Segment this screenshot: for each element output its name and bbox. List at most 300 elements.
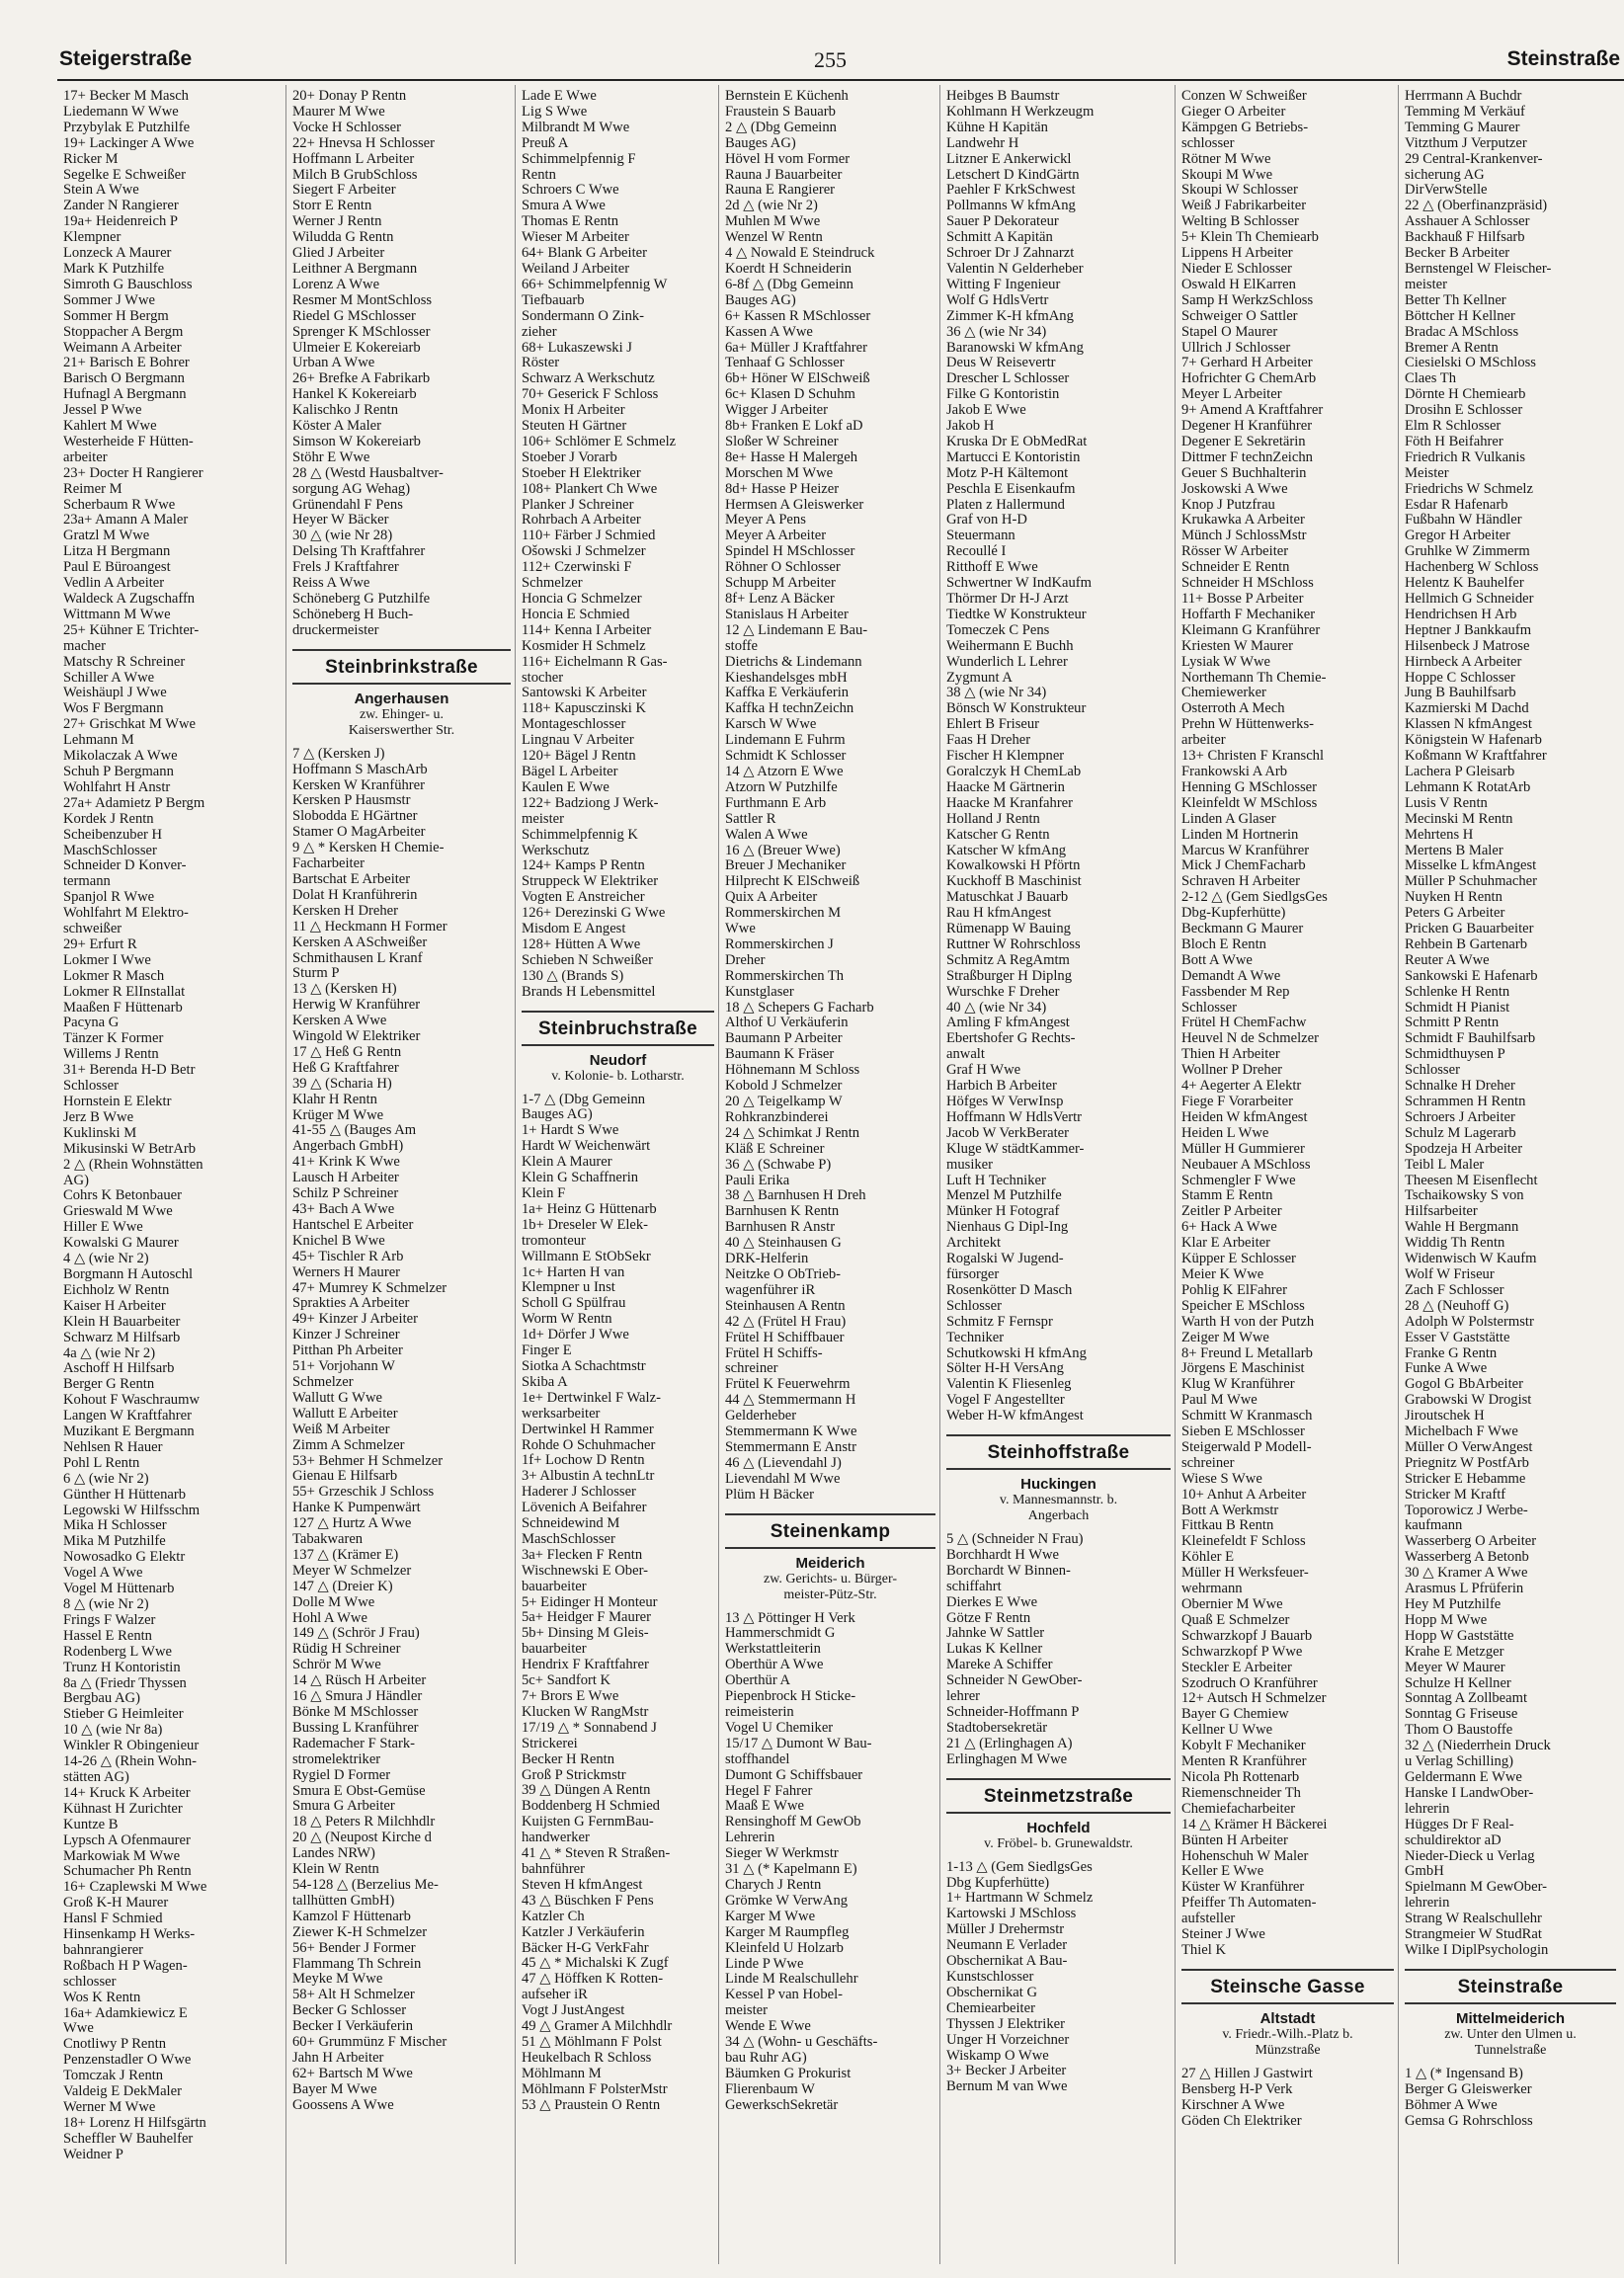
directory-entry: 13 △ Pöttinger H Verk <box>725 1610 855 1626</box>
directory-entry: Schiller A Wwe <box>63 670 155 686</box>
directory-entry: Langen W Kraftfahrer <box>63 1409 192 1424</box>
directory-entry: Steuten H Gärtner <box>522 419 627 435</box>
directory-entry: Piepenbrock H Sticke- <box>725 1689 856 1705</box>
district-name: Mittelmeiderich <box>1455 2009 1566 2027</box>
directory-entry: Schlosser <box>1405 1063 1460 1079</box>
directory-entry: Köhler E <box>1181 1550 1235 1566</box>
directory-entry: 5a+ Heidger F Maurer <box>522 1610 652 1626</box>
directory-entry: Schmitz F Fernspr <box>946 1314 1053 1330</box>
directory-entry: 124+ Kamps P Rentn <box>522 858 645 874</box>
directory-entry: 54-128 △ (Berzelius Me- <box>292 1877 439 1893</box>
directory-entry: Rogalski W Jugend- <box>946 1252 1064 1267</box>
directory-entry: Hufnagl A Bergmann <box>63 387 187 403</box>
directory-entry: Hoppe C Schlosser <box>1405 670 1515 686</box>
directory-entry: Obschernikat A Bau- <box>946 1954 1068 1970</box>
directory-entry: Weiß M Arbeiter <box>292 1422 390 1437</box>
header-right-street: Steinstraße <box>1506 47 1620 70</box>
directory-entry: Simroth G Bauschloss <box>63 277 193 292</box>
directory-entry: Hegel F Fahrer <box>725 1783 813 1799</box>
directory-entry: reimeisterin <box>725 1705 794 1720</box>
directory-entry: Kuckhoff B Maschinist <box>946 874 1082 890</box>
directory-entry: Recoullé I <box>946 544 1007 560</box>
directory-entry: Schmengler F Wwe <box>1181 1173 1296 1188</box>
directory-entry: 16a+ Adamkiewicz E <box>63 2005 188 2021</box>
directory-entry: 14 △ Rüsch H Arbeiter <box>292 1673 427 1689</box>
directory-entry: Motz P-H Kältemont <box>946 465 1069 481</box>
directory-entry: 2 △ (Rhein Wohnstätten <box>63 1157 203 1173</box>
directory-entry: Milbrandt M Wwe <box>522 120 630 135</box>
directory-entry: Thörmer Dr H-J Arzt <box>946 592 1069 607</box>
directory-entry: Schmidthuysen P <box>1405 1047 1505 1063</box>
directory-entry: Mikolaczak A Wwe <box>63 749 178 765</box>
directory-entry: Sattler R <box>725 811 776 827</box>
directory-entry: Stadtobersekretär <box>946 1720 1048 1736</box>
directory-entry: 12+ Autsch H Schmelzer <box>1181 1691 1327 1707</box>
directory-entry: Dbg Kupferhütte) <box>946 1875 1050 1891</box>
directory-entry: 1-7 △ (Dbg Gemeinn <box>522 1092 646 1107</box>
directory-entry: Wahle H Bergmann <box>1405 1220 1519 1236</box>
directory-entry: Widdig Th Rentn <box>1405 1236 1505 1252</box>
directory-entry: Weber H-W kfmAngest <box>946 1409 1084 1424</box>
directory-entry: Ošowski J Schmelzer <box>522 544 646 560</box>
directory-entry: Schulz M Lagerarb <box>1405 1125 1516 1141</box>
directory-entry: Kosmider H Schmelz <box>522 638 646 654</box>
directory-entry: Sieben E MSchlosser <box>1181 1424 1305 1440</box>
directory-entry: Althof U Verkäuferin <box>725 1016 849 1031</box>
directory-entry: Hornstein E Elektr <box>63 1095 172 1109</box>
directory-entry: MaschSchlosser <box>63 843 157 858</box>
directory-entry: Friedrichs W Schmelz <box>1405 481 1533 497</box>
directory-entry: Sprenger K MSchlosser <box>292 324 431 340</box>
directory-entry: Kessel P van Hobel- <box>725 1988 844 2003</box>
district-name: Huckingen <box>1020 1476 1096 1494</box>
directory-entry: Willmann E StObSekr <box>522 1249 651 1264</box>
directory-entry: Mecinski M Rentn <box>1405 811 1513 827</box>
directory-entry: Urban A Wwe <box>292 356 375 371</box>
directory-entry: arbeiter <box>1181 733 1226 749</box>
directory-entry: 18 △ Schepers G Facharb <box>725 1000 874 1016</box>
directory-entry: druckermeister <box>292 622 379 638</box>
directory-entry: Hammerschmidt G <box>725 1626 836 1642</box>
directory-entry: Stamm E Rentn <box>1181 1188 1273 1204</box>
directory-entry: Scholl G Spülfrau <box>522 1296 626 1312</box>
directory-entry: 39 △ (Scharia H) <box>292 1076 392 1092</box>
directory-entry: Hohenschuh W Maler <box>1181 1848 1309 1864</box>
directory-entry: Matschy R Schreiner <box>63 654 186 670</box>
directory-entry: Honcia E Schmied <box>522 607 630 622</box>
directory-entry: Göden Ch Elektriker <box>1181 2113 1302 2129</box>
directory-entry: Neitzke O ObTrieb- <box>725 1266 841 1282</box>
directory-entry: 55+ Grzeschik J Schloss <box>292 1485 435 1501</box>
header-left-street: Steigerstraße <box>59 47 193 70</box>
directory-entry: schweißer <box>63 922 122 937</box>
directory-entry: 49+ Kinzer J Arbeiter <box>292 1312 418 1328</box>
directory-entry: Maaßen F Hüttenarb <box>63 1000 183 1016</box>
directory-entry: Dolle M Wwe <box>292 1594 375 1610</box>
directory-entry: Steckler E Arbeiter <box>1181 1660 1292 1675</box>
directory-entry: Neumann E Verlader <box>946 1938 1068 1954</box>
directory-entry: u Verlag Schilling) <box>1405 1754 1513 1770</box>
directory-entry: 39 △ Düngen A Rentn <box>522 1783 651 1799</box>
directory-entry: Scheffler W Bauhelfer <box>63 2131 194 2147</box>
directory-entry: aufseher iR <box>522 1988 588 2003</box>
directory-entry: 44 △ Stemmermann H <box>725 1393 856 1409</box>
column-6 <box>1176 85 1399 2264</box>
directory-entry: wehrmann <box>1181 1582 1243 1597</box>
directory-entry: Schneider-Hoffmann P <box>946 1705 1080 1720</box>
district-range <box>1405 2027 1616 2059</box>
directory-entry: 49 △ Gramer A Milchhdlr <box>522 2019 673 2035</box>
directory-entry: Rohde O Schuhmacher <box>522 1437 656 1453</box>
directory-entry: 8d+ Hasse P Heizer <box>725 481 840 497</box>
directory-entry: Jörgens E Maschinist <box>1181 1361 1305 1377</box>
directory-entry: Schwertner W IndKaufm <box>946 576 1092 592</box>
directory-entry: Techniker <box>946 1330 1005 1345</box>
directory-entry: Deus W Reisevertr <box>946 356 1056 371</box>
directory-entry: lehrerin <box>1405 1801 1450 1817</box>
directory-entry: Nicola Ph Rottenarb <box>1181 1769 1300 1785</box>
directory-entry: Mareke A Schiffer <box>946 1658 1053 1673</box>
directory-entry: Schneider H MSchloss <box>1181 576 1314 592</box>
directory-entry: Hendrichsen H Arb <box>1405 607 1517 622</box>
directory-entry: Oberthür A Wwe <box>725 1658 824 1673</box>
directory-entry: Schlosser <box>63 1079 119 1095</box>
directory-entry: Wigger J Arbeiter <box>725 403 828 419</box>
directory-entry: 6b+ Höner W ElSchweiß <box>725 371 870 387</box>
directory-entry: Pauli Erika <box>725 1173 790 1188</box>
directory-entry: Prehn W Hüttenwerks- <box>1181 717 1315 733</box>
directory-entry: Berger G Gleiswerker <box>1405 2081 1532 2097</box>
directory-entry: 5+ Klein Th Chemiearb <box>1181 230 1319 246</box>
directory-entry: Storr E Rentn <box>292 199 372 214</box>
directory-entry: 51 △ Möhlmann F Polst <box>522 2034 662 2050</box>
directory-entry: Ulmeier E Kokereiarb <box>292 340 421 356</box>
directory-entry: Goossens A Wwe <box>292 2097 394 2113</box>
directory-entry: Peters G Arbeiter <box>1405 906 1505 922</box>
directory-entry: Markowiak M Wwe <box>63 1848 181 1864</box>
directory-entry: meister <box>1405 277 1447 292</box>
directory-entry: Schmitt W Kranmasch <box>1181 1409 1313 1424</box>
directory-entry: Rau H kfmAngest <box>946 906 1052 922</box>
directory-entry: handwerker <box>522 1831 590 1846</box>
directory-entry: 21 △ (Erlinghagen A) <box>946 1736 1073 1751</box>
directory-entry: Ciesielski O MSchloss <box>1405 356 1536 371</box>
directory-entry: Finger E <box>522 1343 572 1359</box>
directory-entry: 110+ Färber J Schmied <box>522 529 656 544</box>
directory-entry: Möhlmann F PolsterMstr <box>522 2081 668 2097</box>
directory-entry: Mika M Putzhilfe <box>63 1534 166 1550</box>
directory-entry: Montageschlosser <box>522 717 626 733</box>
directory-entry: Haacke M Kranfahrer <box>946 795 1074 811</box>
directory-entry: Heß G Kraftfahrer <box>292 1060 399 1076</box>
directory-entry: Schneider N GewOber- <box>946 1673 1083 1689</box>
directory-entry: Wallutt E Arbeiter <box>292 1406 398 1422</box>
directory-entry: Schmitt A Kapitän <box>946 230 1053 246</box>
directory-entry: Schmelzer <box>522 576 583 592</box>
directory-entry: Mikusinski W BetrArb <box>63 1141 197 1157</box>
directory-entry: Hassel E Rentn <box>63 1628 152 1644</box>
directory-entry: Wingold W Elektriker <box>292 1029 421 1045</box>
directory-entry: 32 △ (Niederrhein Druck <box>1405 1739 1551 1754</box>
directory-entry: Hilfsarbeiter <box>1405 1204 1478 1220</box>
directory-entry: Becker H Rentn <box>522 1751 615 1767</box>
street-heading: Steinstraße <box>1405 1969 1616 2004</box>
directory-entry: Leithner A Bergmann <box>292 261 418 277</box>
directory-entry: 18+ Lorenz H Hilfsgärtn <box>63 2115 206 2131</box>
directory-entry: Flierenbaum W <box>725 2081 815 2097</box>
directory-entry: 41 △ * Steven R Straßen- <box>522 1846 671 1862</box>
directory-entry: Winkler R Obingenieur <box>63 1739 200 1754</box>
directory-entry: Hey M Putzhilfe <box>1405 1597 1502 1612</box>
directory-entry: Martucci E Kontoristin <box>946 449 1081 465</box>
directory-entry: Katscher W kfmAng <box>946 843 1067 858</box>
directory-entry: Borchhardt H Wwe <box>946 1547 1060 1563</box>
directory-entry: 9 △ * Kersken H Chemie- <box>292 841 445 856</box>
directory-entry: Schweiger O Sattler <box>1181 308 1298 324</box>
directory-entry: Oberthür A <box>725 1673 791 1689</box>
directory-entry: Thyssen J Elektriker <box>946 2016 1065 2032</box>
directory-entry: Borchardt W Binnen- <box>946 1563 1071 1579</box>
directory-entry: Reuter A Wwe <box>1405 952 1490 968</box>
directory-entry: 118+ Kapusczinski K <box>522 701 647 717</box>
directory-entry: 5b+ Dinsing M Gleis- <box>522 1626 649 1642</box>
directory-entry: Vocke H Schlosser <box>292 120 401 135</box>
directory-entry: Stamer O MagArbeiter <box>292 825 426 841</box>
directory-entry: Erlinghagen M Wwe <box>946 1751 1068 1767</box>
directory-entry: Hellmich G Schneider <box>1405 592 1534 607</box>
directory-entry: Kläß E Schreiner <box>725 1141 825 1157</box>
directory-entry: Kühne H Kapitän <box>946 120 1048 135</box>
directory-entry: Paul E Büroangest <box>63 560 171 576</box>
directory-entry: Nehlsen R Hauer <box>63 1439 163 1455</box>
directory-entry: Harbich B Arbeiter <box>946 1079 1057 1095</box>
district-name: Meiderich <box>795 1554 865 1572</box>
directory-entry: Scherbaum R Wwe <box>63 497 176 513</box>
directory-entry: Kobold J Schmelzer <box>725 1079 843 1095</box>
directory-entry: Frings F Walzer <box>63 1612 156 1628</box>
directory-entry: 8a △ (Friedr Thyssen <box>63 1675 187 1691</box>
directory-entry: Krüger M Wwe <box>292 1107 384 1123</box>
directory-entry: Kaiser H Arbeiter <box>63 1298 166 1314</box>
directory-entry: 122+ Badziong J Werk- <box>522 795 659 811</box>
directory-entry: 24 △ Schimkat J Rentn <box>725 1125 860 1141</box>
directory-entry: 27a+ Adamietz P Bergm <box>63 795 205 811</box>
directory-entry: Berger G Rentn <box>63 1377 155 1393</box>
directory-entry: Bäcker H-G VerkFahr <box>522 1940 649 1956</box>
directory-entry: Linden A Glaser <box>1181 811 1276 827</box>
directory-entry: 16 △ Smura J Händler <box>292 1689 423 1705</box>
directory-entry: 43+ Bach A Wwe <box>292 1202 395 1217</box>
directory-entry: Klar E Arbeiter <box>1181 1236 1270 1252</box>
district-range-line: v. Friedr.-Wilh.-Platz b. <box>1222 2026 1353 2042</box>
directory-entry: 40 △ (wie Nr 34) <box>946 1000 1047 1016</box>
column-5 <box>940 85 1176 2264</box>
directory-entry: Rehbein B Gartenarb <box>1405 936 1528 952</box>
directory-entry: 20 △ (Neupost Kirche d <box>292 1831 432 1846</box>
directory-entry: Northemann Th Chemie- <box>1181 670 1327 686</box>
directory-entry: 126+ Derezinski G Wwe <box>522 906 666 922</box>
directory-entry: Lokmer I Wwe <box>63 952 151 968</box>
directory-entry: Szodruch O Kranführer <box>1181 1675 1318 1691</box>
directory-entry: Hachenberg W Schloss <box>1405 560 1539 576</box>
directory-entry: Schroer Dr J Zahnarzt <box>946 246 1075 262</box>
directory-entry: Rommerskirchen J <box>725 936 834 952</box>
directory-entry: Schmidt F Bauhilfsarb <box>1405 1031 1536 1047</box>
directory-entry: Möhlmann M <box>522 2066 602 2081</box>
directory-entry: Heuvel N de Schmelzer <box>1181 1031 1319 1047</box>
column-2 <box>286 85 516 2264</box>
directory-entry: 1a+ Heinz G Hüttenarb <box>522 1201 657 1217</box>
directory-entry: Bott A Wwe <box>1181 952 1253 968</box>
directory-entry: 11 △ Heckmann H Former <box>292 919 447 935</box>
directory-entry: Hoffarth F Mechaniker <box>1181 607 1316 622</box>
directory-entry: 19a+ Heidenreich P <box>63 214 179 230</box>
district-range-line: zw. Ehinger- u. <box>359 706 445 722</box>
directory-entry: Valdeig E DekMaler <box>63 2084 182 2100</box>
directory-entry: 46 △ (Lievendahl J) <box>725 1455 842 1471</box>
directory-entry: Wasserberg A Betonb <box>1405 1550 1529 1566</box>
directory-entry: 36 △ (wie Nr 34) <box>946 324 1047 340</box>
directory-entry: Vogel U Chemiker <box>725 1720 834 1736</box>
directory-entry: Wwe <box>63 2021 94 2037</box>
directory-entry: Müller H Werksfeuer- <box>1181 1566 1309 1582</box>
directory-entry: bauarbeiter <box>522 1642 587 1658</box>
directory-entry: Kühnast H Zurichter <box>63 1801 183 1817</box>
directory-entry: Strickerei <box>522 1736 578 1751</box>
directory-entry: Röhner O Schlosser <box>725 560 841 576</box>
directory-entry: Pacyna G <box>63 1016 120 1031</box>
directory-entry: Pitthan Ph Arbeiter <box>292 1343 403 1359</box>
directory-entry: Kaffka E Verkäuferin <box>725 686 850 701</box>
directory-entry: Hendrix F Kraftfahrer <box>522 1658 649 1673</box>
directory-entry: Steiner J Wwe <box>1181 1927 1265 1943</box>
directory-entry: Simson W Kokereiarb <box>292 434 421 449</box>
directory-entry: Wasserberg O Arbeiter <box>1405 1534 1537 1550</box>
directory-entry: Karger M Raumpfleg <box>725 1924 850 1940</box>
district-range-line: Tunnelstraße <box>1474 2042 1547 2058</box>
directory-entry: Dierkes E Wwe <box>946 1594 1038 1610</box>
directory-entry: 20+ Donay P Rentn <box>292 89 407 104</box>
directory-entry: Warth H von der Putzh <box>1181 1314 1315 1330</box>
district-range-line: Kaiserswerther Str. <box>348 722 455 738</box>
directory-entry: schlosser <box>63 1974 117 1990</box>
directory-entry: Kartowski J MSchloss <box>946 1907 1077 1922</box>
directory-entry: Hinsenkamp H Werks- <box>63 1927 196 1943</box>
directory-entry: 8e+ Hasse H Malergeh <box>725 449 857 465</box>
directory-entry: Mick J ChemFacharb <box>1181 858 1306 874</box>
directory-entry: Dörnte H Chemiearb <box>1405 387 1526 403</box>
directory-entry: Hoffmann W HdlsVertr <box>946 1109 1083 1125</box>
directory-entry: Tschaikowsky S von <box>1405 1188 1524 1204</box>
directory-entry: Werkschutz <box>522 843 590 858</box>
directory-entry: 14 △ Atzorn E Wwe <box>725 764 844 779</box>
directory-entry: tallhütten GmbH) <box>292 1893 395 1909</box>
directory-entry: Baranowski W kfmAng <box>946 340 1084 356</box>
directory-entry: Hardt W Weichenwärt <box>522 1139 651 1155</box>
directory-entry: 10+ Anhut A Arbeiter <box>1181 1487 1307 1503</box>
directory-entry: 2-12 △ (Gem SiedlgsGes <box>1181 890 1328 906</box>
directory-entry: Wittmann M Wwe <box>63 607 171 622</box>
directory-entry: Boddenberg H Schmied <box>522 1799 660 1815</box>
directory-entry: Kowalkowski H Pförtn <box>946 858 1081 874</box>
directory-entry: DRK-Helferin <box>725 1252 809 1267</box>
directory-entry: 2d △ (wie Nr 2) <box>725 199 818 214</box>
directory-entry: Milch B GrubSchloss <box>292 167 418 183</box>
directory-entry: 6c+ Klasen D Schuhm <box>725 387 855 403</box>
directory-entry: Klein H Bauarbeiter <box>63 1314 181 1330</box>
directory-entry: Frütel K Feuerwehrm <box>725 1377 851 1393</box>
directory-entry: Esdar R Hafenarb <box>1405 497 1508 513</box>
directory-entry: Honcia G Schmelzer <box>522 592 642 607</box>
directory-entry: Gieger O Arbeiter <box>1181 104 1286 120</box>
directory-entry: Herrmann A Buchdr <box>1405 89 1522 104</box>
directory-entry: Smura A Wwe <box>522 199 606 214</box>
directory-entry: Thien H Arbeiter <box>1181 1047 1280 1063</box>
directory-entry: 25+ Kühner E Trichter- <box>63 622 200 638</box>
street-heading: Steinenkamp <box>725 1513 935 1549</box>
directory-entry: GmbH <box>1405 1864 1444 1880</box>
directory-entry: Stapel O Maurer <box>1181 324 1278 340</box>
directory-entry: 3a+ Flecken F Rentn <box>522 1547 643 1563</box>
directory-entry: Keller E Wwe <box>1181 1864 1264 1880</box>
directory-entry: Priegnitz W PostfArb <box>1405 1455 1529 1471</box>
directory-entry: Menzel M Putzhilfe <box>946 1188 1062 1204</box>
directory-entry: 41+ Krink K Wwe <box>292 1155 400 1171</box>
directory-entry: Chemiefacharbeiter <box>1181 1801 1296 1817</box>
directory-entry: Linde P Wwe <box>725 1956 804 1972</box>
directory-entry: Schmelzer <box>292 1374 354 1390</box>
directory-entry: Stein A Wwe <box>63 183 139 199</box>
street-heading: Steinbrinkstraße <box>292 649 511 685</box>
directory-entry: Franke G Rentn <box>1405 1345 1498 1361</box>
directory-entry: Mark K Putzhilfe <box>63 261 165 277</box>
directory-entry: 3+ Becker J Arbeiter <box>946 2064 1067 2079</box>
directory-entry: Koerdt H Schneiderin <box>725 261 853 277</box>
directory-entry: Klein A Maurer <box>522 1155 612 1171</box>
directory-entry: Weishäupl J Wwe <box>63 686 167 701</box>
directory-entry: 14-26 △ (Rhein Wohn- <box>63 1754 198 1770</box>
directory-entry: Luft H Techniker <box>946 1173 1046 1188</box>
directory-entry: Wohlfahrt M Elektro- <box>63 906 189 922</box>
directory-entry: Steinhausen A Rentn <box>725 1298 846 1314</box>
directory-entry: Spielmann M GewOber- <box>1405 1880 1547 1896</box>
directory-entry: Michelbach F Wwe <box>1405 1424 1518 1440</box>
directory-entry: 53+ Behmer H Schmelzer <box>292 1453 444 1469</box>
directory-entry: Meyer W Maurer <box>1405 1660 1505 1675</box>
directory-entry: Nieder-Dieck u Verlag <box>1405 1848 1535 1864</box>
directory-entry: 27+ Grischkat M Wwe <box>63 717 197 733</box>
directory-entry: Stricker E Hebamme <box>1405 1471 1526 1487</box>
directory-entry: Schraven H Arbeiter <box>1181 874 1300 890</box>
directory-entry: DirVerwStelle <box>1405 183 1488 199</box>
directory-entry: Reiss A Wwe <box>292 576 370 592</box>
directory-entry: Thom O Baustoffe <box>1405 1723 1513 1739</box>
directory-entry: Kersken P Hausmstr <box>292 793 411 809</box>
directory-entry: Gogol G BbArbeiter <box>1405 1377 1523 1393</box>
directory-entry: Legowski W Hilfsschm <box>63 1503 201 1518</box>
directory-entry: Faas H Dreher <box>946 733 1031 749</box>
directory-entry: Maurer M Wwe <box>292 104 385 120</box>
directory-entry: Frütel H ChemFachw <box>1181 1016 1307 1031</box>
directory-entry: Kriesten W Maurer <box>1181 638 1293 654</box>
directory-entry: Lehmann K RotatArb <box>1405 779 1531 795</box>
directory-entry: 4 △ (wie Nr 2) <box>63 1252 149 1267</box>
directory-entry: Grabowski W Drogist <box>1405 1393 1532 1409</box>
directory-entry: Jung B Bauhilfsarb <box>1405 686 1516 701</box>
directory-entry: Rüdig H Schreiner <box>292 1642 401 1658</box>
directory-entry: Gratzl M Wwe <box>63 529 150 544</box>
directory-entry: Bauges AG) <box>725 135 796 151</box>
